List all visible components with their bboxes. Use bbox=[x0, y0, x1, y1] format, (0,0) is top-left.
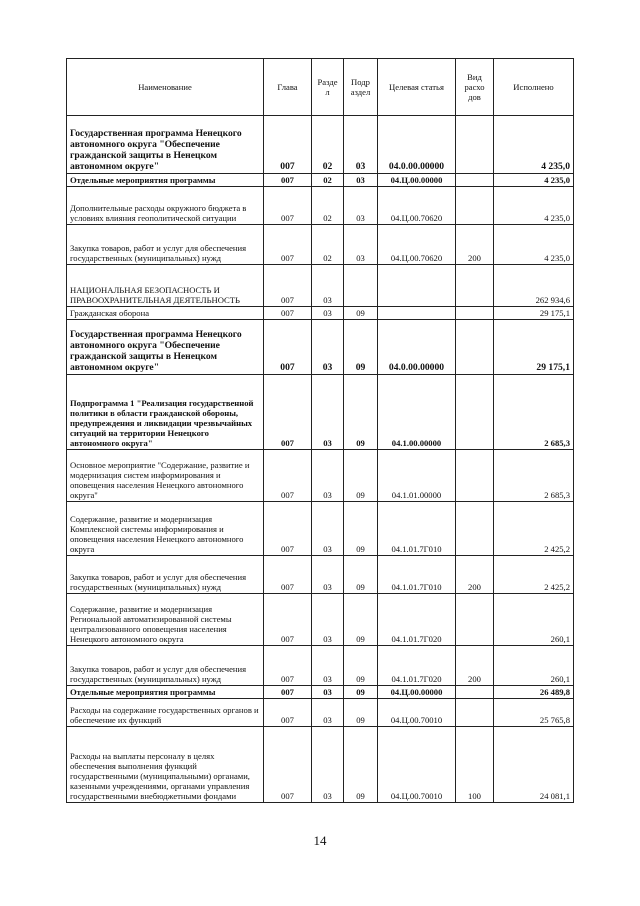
cell-vr: 200 bbox=[456, 225, 494, 265]
cell-section: 02 bbox=[312, 225, 344, 265]
cell-name: Содержание, развитие и модернизация Региональной автоматизированной системы централизованного оповещения населения Ненецкого автономного округа bbox=[67, 594, 264, 646]
table-row bbox=[67, 646, 574, 686]
cell-name: НАЦИОНАЛЬНАЯ БЕЗОПАСНОСТЬ И ПРАВООХРАНИТЕЛЬНАЯ ДЕЯТЕЛЬНОСТЬ bbox=[67, 265, 264, 307]
header-vr: Вид расхо дов bbox=[456, 59, 494, 116]
cell-executed: 4 235,0 bbox=[494, 187, 574, 225]
header-executed: Исполнено bbox=[494, 59, 574, 116]
cell-executed: 2 685,3 bbox=[494, 450, 574, 502]
table-row bbox=[67, 686, 574, 699]
header-section: Разде л bbox=[312, 59, 344, 116]
table-header-row bbox=[67, 59, 574, 116]
cell-subsection: 09 bbox=[344, 727, 378, 803]
table-row bbox=[67, 320, 574, 375]
cell-target: 04.1.01.7Г010 bbox=[378, 502, 456, 556]
cell-subsection: 09 bbox=[344, 450, 378, 502]
cell-target: 04.1.00.00000 bbox=[378, 375, 456, 450]
cell-name: Государственная программа Ненецкого автономного округа "Обеспечение гражданской защиты в Ненецком автономном округе" bbox=[67, 320, 264, 375]
cell-subsection: 03 bbox=[344, 225, 378, 265]
cell-section: 03 bbox=[312, 594, 344, 646]
cell-chapter: 007 bbox=[264, 646, 312, 686]
cell-chapter: 007 bbox=[264, 727, 312, 803]
cell-executed: 2 425,2 bbox=[494, 556, 574, 594]
cell-target: 04.1.01.7Г020 bbox=[378, 646, 456, 686]
cell-name: Закупка товаров, работ и услуг для обеспечения государственных (муниципальных) нужд bbox=[67, 225, 264, 265]
cell-target: 04.0.00.00000 bbox=[378, 116, 456, 174]
cell-section: 03 bbox=[312, 450, 344, 502]
budget-table bbox=[66, 58, 574, 803]
cell-name: Отдельные мероприятия программы bbox=[67, 686, 264, 699]
cell-chapter: 007 bbox=[264, 187, 312, 225]
cell-subsection: 09 bbox=[344, 594, 378, 646]
cell-vr bbox=[456, 265, 494, 307]
table-row bbox=[67, 116, 574, 174]
cell-section: 03 bbox=[312, 646, 344, 686]
cell-chapter: 007 bbox=[264, 225, 312, 265]
cell-chapter: 007 bbox=[264, 699, 312, 727]
cell-chapter: 007 bbox=[264, 307, 312, 320]
cell-vr bbox=[456, 686, 494, 699]
cell-section: 03 bbox=[312, 556, 344, 594]
cell-target: 04.Ц.00.70620 bbox=[378, 225, 456, 265]
cell-section: 03 bbox=[312, 699, 344, 727]
cell-chapter: 007 bbox=[264, 686, 312, 699]
cell-chapter: 007 bbox=[264, 116, 312, 174]
table-body bbox=[67, 116, 574, 803]
cell-vr bbox=[456, 594, 494, 646]
cell-target: 04.Ц.00.00000 bbox=[378, 174, 456, 187]
cell-subsection: 09 bbox=[344, 686, 378, 699]
cell-section: 03 bbox=[312, 727, 344, 803]
table-row bbox=[67, 187, 574, 225]
cell-executed: 4 235,0 bbox=[494, 225, 574, 265]
cell-executed: 25 765,8 bbox=[494, 699, 574, 727]
header-subsection: Подр аздел bbox=[344, 59, 378, 116]
cell-target bbox=[378, 265, 456, 307]
cell-subsection: 09 bbox=[344, 320, 378, 375]
cell-target: 04.1.01.7Г020 bbox=[378, 594, 456, 646]
cell-chapter: 007 bbox=[264, 174, 312, 187]
cell-executed: 2 685,3 bbox=[494, 375, 574, 450]
table-row bbox=[67, 502, 574, 556]
table-row bbox=[67, 450, 574, 502]
cell-chapter: 007 bbox=[264, 320, 312, 375]
cell-name: Отдельные мероприятия программы bbox=[67, 174, 264, 187]
cell-target bbox=[378, 307, 456, 320]
cell-chapter: 007 bbox=[264, 502, 312, 556]
cell-section: 02 bbox=[312, 116, 344, 174]
table-row bbox=[67, 307, 574, 320]
cell-section: 03 bbox=[312, 375, 344, 450]
cell-subsection: 09 bbox=[344, 502, 378, 556]
cell-vr bbox=[456, 174, 494, 187]
cell-vr bbox=[456, 320, 494, 375]
header-name: Наименование bbox=[67, 59, 264, 116]
table-row bbox=[67, 174, 574, 187]
cell-executed: 262 934,6 bbox=[494, 265, 574, 307]
cell-subsection: 09 bbox=[344, 699, 378, 727]
page-number: 14 bbox=[313, 833, 327, 848]
cell-subsection: 03 bbox=[344, 116, 378, 174]
cell-section: 02 bbox=[312, 174, 344, 187]
cell-vr bbox=[456, 502, 494, 556]
cell-subsection: 09 bbox=[344, 646, 378, 686]
cell-vr: 200 bbox=[456, 646, 494, 686]
table-row bbox=[67, 265, 574, 307]
cell-target: 04.0.00.00000 bbox=[378, 320, 456, 375]
cell-vr: 200 bbox=[456, 556, 494, 594]
cell-vr bbox=[456, 699, 494, 727]
table-row bbox=[67, 375, 574, 450]
table-row bbox=[67, 225, 574, 265]
cell-executed: 2 425,2 bbox=[494, 502, 574, 556]
cell-subsection bbox=[344, 265, 378, 307]
cell-vr bbox=[456, 116, 494, 174]
table-row bbox=[67, 556, 574, 594]
cell-executed: 260,1 bbox=[494, 594, 574, 646]
cell-subsection: 03 bbox=[344, 187, 378, 225]
budget-table-container bbox=[66, 58, 574, 803]
cell-name: Подпрограмма 1 "Реализация государственной политики в области гражданской обороны, предупреждения и ликвидации чрезвычайных ситуаций на территории Ненецкого автономного округа" bbox=[67, 375, 264, 450]
cell-target: 04.Ц.00.70620 bbox=[378, 187, 456, 225]
cell-vr bbox=[456, 187, 494, 225]
cell-subsection: 03 bbox=[344, 174, 378, 187]
cell-chapter: 007 bbox=[264, 450, 312, 502]
cell-section: 03 bbox=[312, 320, 344, 375]
cell-target: 04.1.01.00000 bbox=[378, 450, 456, 502]
cell-name: Расходы на содержание государственных органов и обеспечение их функций bbox=[67, 699, 264, 727]
cell-vr: 100 bbox=[456, 727, 494, 803]
cell-vr bbox=[456, 450, 494, 502]
header-chapter: Глава bbox=[264, 59, 312, 116]
cell-name: Закупка товаров, работ и услуг для обеспечения государственных (муниципальных) нужд bbox=[67, 556, 264, 594]
cell-name: Основное мероприятие "Содержание, развитие и модернизация систем информирования и оповещения населения Ненецкого автономного округа" bbox=[67, 450, 264, 502]
cell-name: Дополнительные расходы окружного бюджета в условиях влияния геополитической ситуации bbox=[67, 187, 264, 225]
header-target: Целевая статья bbox=[378, 59, 456, 116]
cell-section: 02 bbox=[312, 187, 344, 225]
cell-executed: 29 175,1 bbox=[494, 307, 574, 320]
cell-name: Расходы на выплаты персоналу в целях обеспечения выполнения функций государственными (муниципальными) органами, казенными учреждениями, органами управления государственными внебюджетными фондами bbox=[67, 727, 264, 803]
cell-section: 03 bbox=[312, 502, 344, 556]
table-row bbox=[67, 594, 574, 646]
cell-section: 03 bbox=[312, 686, 344, 699]
cell-executed: 4 235,0 bbox=[494, 174, 574, 187]
cell-subsection: 09 bbox=[344, 307, 378, 320]
cell-executed: 26 489,8 bbox=[494, 686, 574, 699]
cell-target: 04.Ц.00.70010 bbox=[378, 699, 456, 727]
cell-section: 03 bbox=[312, 265, 344, 307]
cell-executed: 260,1 bbox=[494, 646, 574, 686]
cell-chapter: 007 bbox=[264, 594, 312, 646]
cell-section: 03 bbox=[312, 307, 344, 320]
table-row bbox=[67, 699, 574, 727]
cell-vr bbox=[456, 307, 494, 320]
cell-executed: 24 081,1 bbox=[494, 727, 574, 803]
table-row bbox=[67, 727, 574, 803]
cell-subsection: 09 bbox=[344, 375, 378, 450]
cell-chapter: 007 bbox=[264, 556, 312, 594]
cell-target: 04.Ц.00.00000 bbox=[378, 686, 456, 699]
cell-executed: 29 175,1 bbox=[494, 320, 574, 375]
cell-executed: 4 235,0 bbox=[494, 116, 574, 174]
cell-name: Государственная программа Ненецкого автономного округа "Обеспечение гражданской защиты в Ненецком автономном округе" bbox=[67, 116, 264, 174]
cell-name: Закупка товаров, работ и услуг для обеспечения государственных (муниципальных) нужд bbox=[67, 646, 264, 686]
cell-subsection: 09 bbox=[344, 556, 378, 594]
cell-chapter: 007 bbox=[264, 375, 312, 450]
cell-chapter: 007 bbox=[264, 265, 312, 307]
cell-target: 04.1.01.7Г010 bbox=[378, 556, 456, 594]
cell-target: 04.Ц.00.70010 bbox=[378, 727, 456, 803]
cell-name: Содержание, развитие и модернизация Комплексной системы информирования и оповещения населения Ненецкого автономного округа bbox=[67, 502, 264, 556]
cell-name: Гражданская оборона bbox=[67, 307, 264, 320]
cell-vr bbox=[456, 375, 494, 450]
